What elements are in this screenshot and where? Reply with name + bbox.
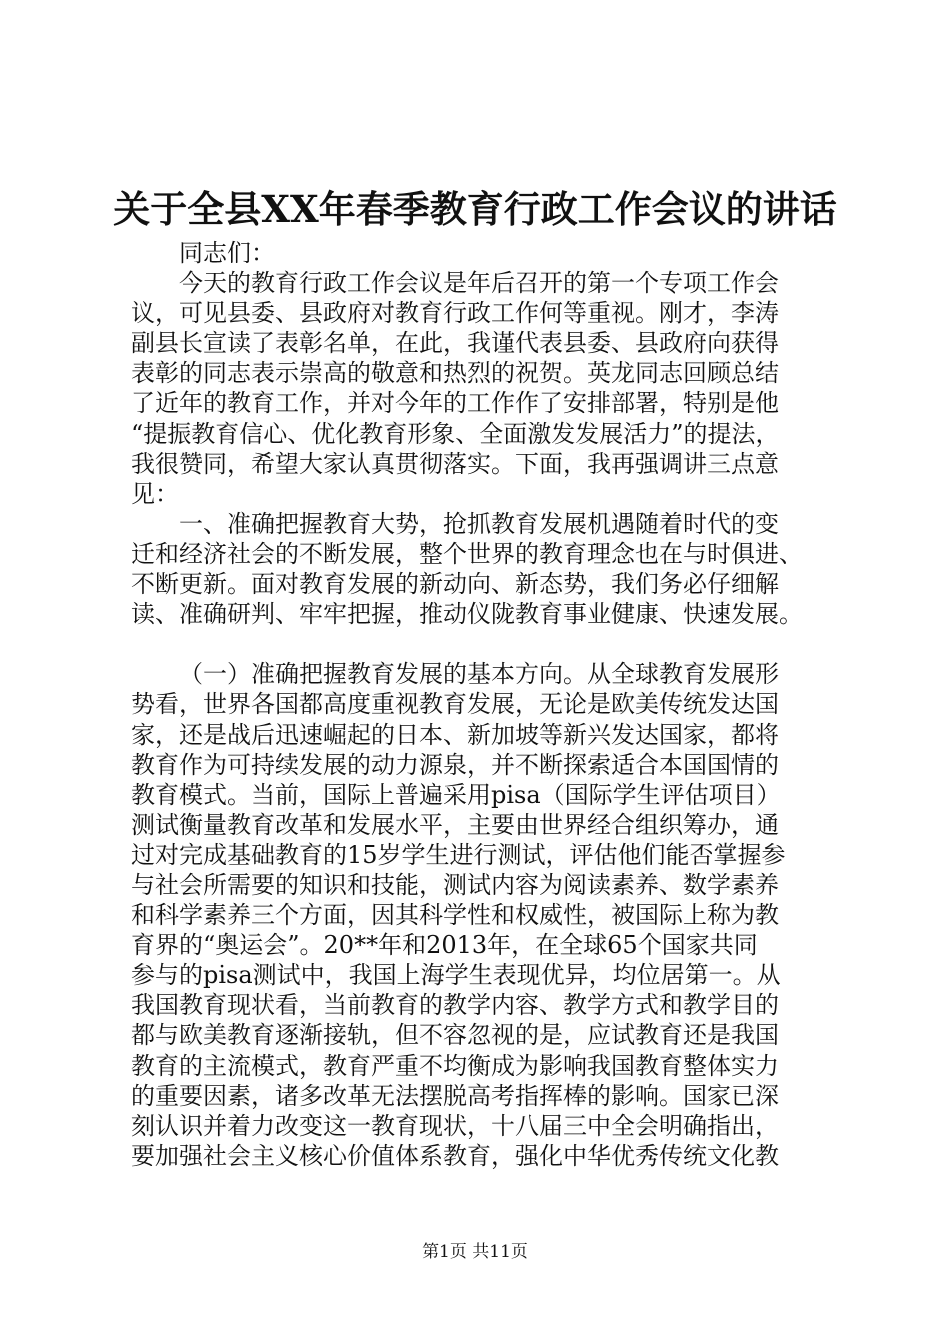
paragraph-line: 副县长宣读了表彰名单，在此，我谨代表县委、县政府向获得 (131, 329, 779, 358)
paragraph-line: 势看，世界各国都高度重视教育发展，无论是欧美传统发达国 (131, 690, 779, 719)
salutation: 同志们： (179, 239, 275, 267)
paragraph-line: 家，还是战后迅速崛起的日本、新加坡等新兴发达国家，都将 (131, 720, 779, 749)
paragraph-gap (131, 629, 855, 659)
paragraph-line: 教育作为可持续发展的动力源泉，并不断探索适合本国国情的 (131, 750, 779, 779)
paragraph-line: 读、准确研判、牢牢把握，推动仪陇教育事业健康、快速发展。 (131, 600, 803, 629)
paragraph-line: 参与的pisa测试中，我国上海学生表现优异，均位居第一。从 (131, 961, 781, 990)
paragraph-line: 测试衡量教育改革和发展水平，主要由世界经合组织筹办，通 (131, 810, 779, 839)
paragraph-line: 育界的“奥运会”。20**年和2013年，在全球65个国家共同 (131, 931, 758, 960)
document-body (131, 238, 855, 1171)
paragraph-line: “提振教育信心、优化教育形象、全面激发发展活力”的提法， (131, 419, 780, 448)
paragraph-line: 今天的教育行政工作会议是年后召开的第一个专项工作会 (179, 269, 779, 298)
paragraph-line: 我国教育现状看，当前教育的教学内容、教学方式和教学目的 (131, 991, 779, 1020)
paragraph-line: 过对完成基础教育的15岁学生进行测试，评估他们能否掌握参 (131, 840, 786, 869)
document-title: 关于全县XX年春季教育行政工作会议的讲话 (113, 187, 837, 231)
paragraph-line: 表彰的同志表示崇高的敬意和热烈的祝贺。英龙同志回顾总结 (131, 359, 779, 388)
paragraph-line: 要加强社会主义核心价值体系教育，强化中华优秀传统文化教 (131, 1141, 779, 1170)
paragraph-line: 都与欧美教育逐渐接轨，但不容忽视的是，应试教育还是我国 (131, 1021, 779, 1050)
paragraph-line: 与社会所需要的知识和技能，测试内容为阅读素养、数学素养 (131, 870, 779, 899)
paragraph-line: 教育模式。当前，国际上普遍采用pisa（国际学生评估项目） (131, 780, 781, 809)
paragraph-line: 见： (131, 479, 179, 508)
paragraph-line: 议，可见县委、县政府对教育行政工作何等重视。刚才，李涛 (131, 299, 779, 328)
section-heading-line: 一、准确把握教育大势，抢抓教育发展机遇随着时代的变 (179, 509, 779, 538)
paragraph-line: 刻认识并着力改变这一教育现状，十八届三中全会明确指出， (131, 1111, 779, 1140)
paragraph-line: 的重要因素，诸多改革无法摆脱高考指挥棒的影响。国家已深 (131, 1081, 779, 1110)
page-number-footer: 第1页 共11页 (422, 1242, 528, 1262)
paragraph-line: 了近年的教育工作，并对今年的工作作了安排部署，特别是他 (131, 389, 779, 418)
paragraph-line: 迁和经济社会的不断发展，整个世界的教育理念也在与时俱进、 (131, 539, 803, 568)
paragraph-line: 教育的主流模式，教育严重不均衡成为影响我国教育整体实力 (131, 1051, 779, 1080)
subsection-heading-line: （一）准确把握教育发展的基本方向。从全球教育发展形 (179, 660, 779, 689)
paragraph-line: 不断更新。面对教育发展的新动向、新态势，我们务必仔细解 (131, 570, 779, 599)
paragraph-line: 和科学素养三个方面，因其科学性和权威性，被国际上称为教 (131, 901, 779, 930)
paragraph-line: 我很赞同，希望大家认真贯彻落实。下面，我再强调讲三点意 (131, 449, 779, 478)
